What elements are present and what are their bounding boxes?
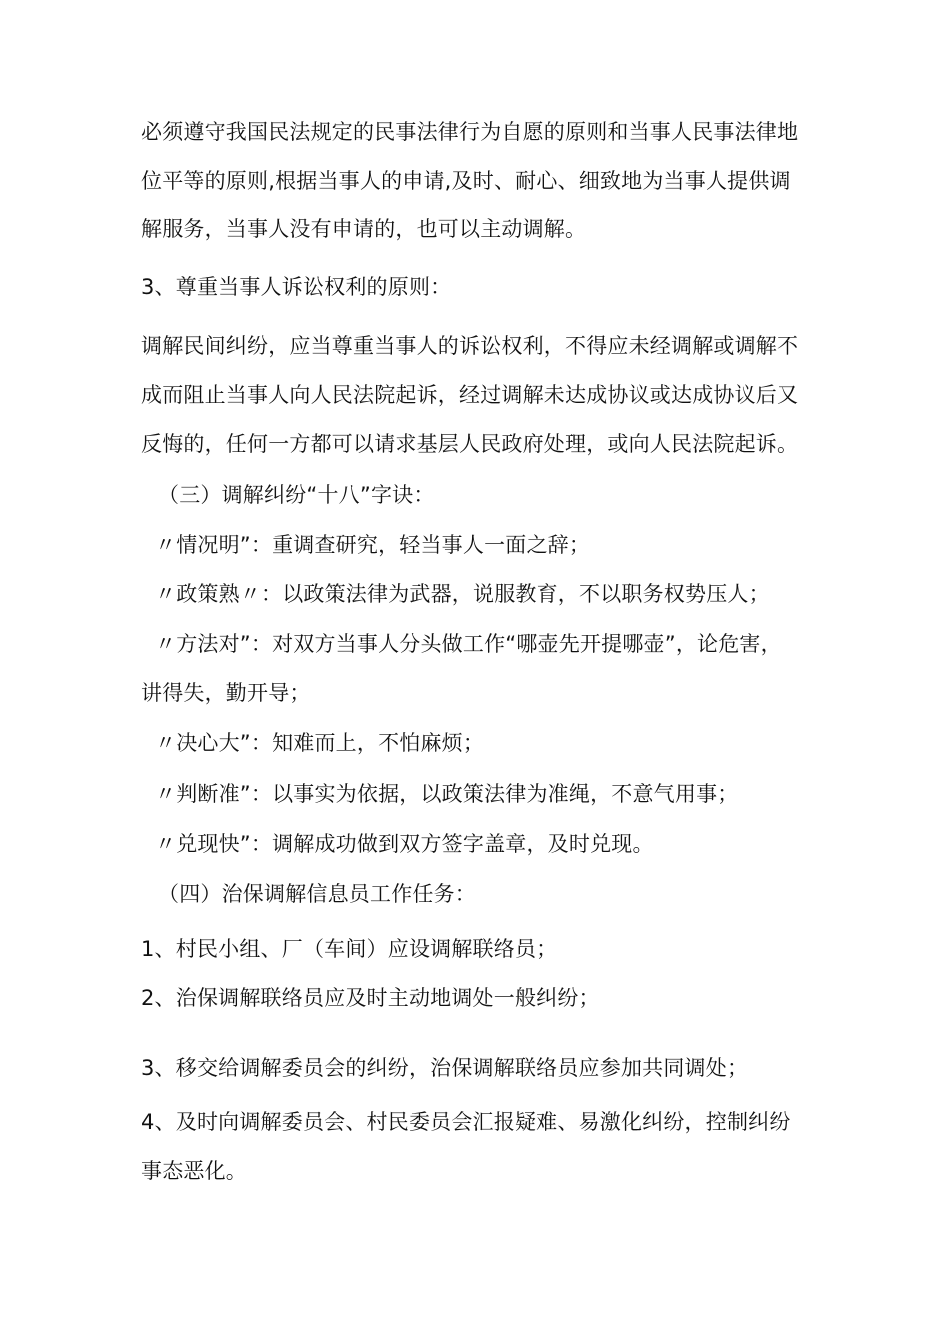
list-item-continuation: 讲得失，勤开导； <box>141 681 311 705</box>
section-heading: 3、尊重当事人诉讼权利的原则： <box>141 275 452 299</box>
list-item: 1、村民小组、厂（车间）应设调解联络员； <box>141 937 558 961</box>
paragraph-line: 反悔的，任何一方都可以请求基层人民政府处理，或向人民法院起诉。 <box>141 432 799 456</box>
list-item: 〃决心大”：知难而上，不怕麻烦； <box>155 731 485 755</box>
list-item: 〃方法对”：对双方当事人分头做工作“哪壶先开提哪壶”，论危害， <box>155 632 782 656</box>
paragraph-line: 解服务，当事人没有申请的，也可以主动调解。 <box>141 217 587 241</box>
list-item: 4、及时向调解委员会、村民委员会汇报疑难、易激化纠纷，控制纠纷 <box>141 1110 791 1134</box>
section-heading: （四）治保调解信息员工作任务： <box>158 882 476 906</box>
list-item: 〃兑现快”：调解成功做到双方签字盖章，及时兑现。 <box>155 832 654 856</box>
list-item: 2、治保调解联络员应及时主动地调处一般纠纷； <box>141 986 600 1010</box>
section-heading: （三）调解纠纷“十八”字诀： <box>158 483 435 507</box>
list-item: 〃判断准”：以事实为依据，以政策法律为准绳，不意气用事； <box>155 782 739 806</box>
list-item-continuation: 事态恶化。 <box>141 1159 247 1183</box>
paragraph-line: 位平等的原则,根据当事人的申请,及时、耐心、细致地为当事人提供调 <box>141 169 791 193</box>
list-item: 〃政策熟〃：以政策法律为武器，说服教育，不以职务权势压人； <box>155 582 770 606</box>
paragraph-line: 必须遵守我国民法规定的民事法律行为自愿的原则和当事人民事法律地 <box>141 120 799 144</box>
list-item: 3、移交给调解委员会的纠纷，治保调解联络员应参加共同调处； <box>141 1056 749 1080</box>
list-item: 〃情况明”：重调查研究，轻当事人一面之辞； <box>155 533 591 557</box>
paragraph-line: 调解民间纠纷，应当尊重当事人的诉讼权利，不得应未经调解或调解不 <box>141 334 799 358</box>
paragraph-line: 成而阻止当事人向人民法院起诉，经过调解未达成协议或达成协议后又 <box>141 383 799 407</box>
